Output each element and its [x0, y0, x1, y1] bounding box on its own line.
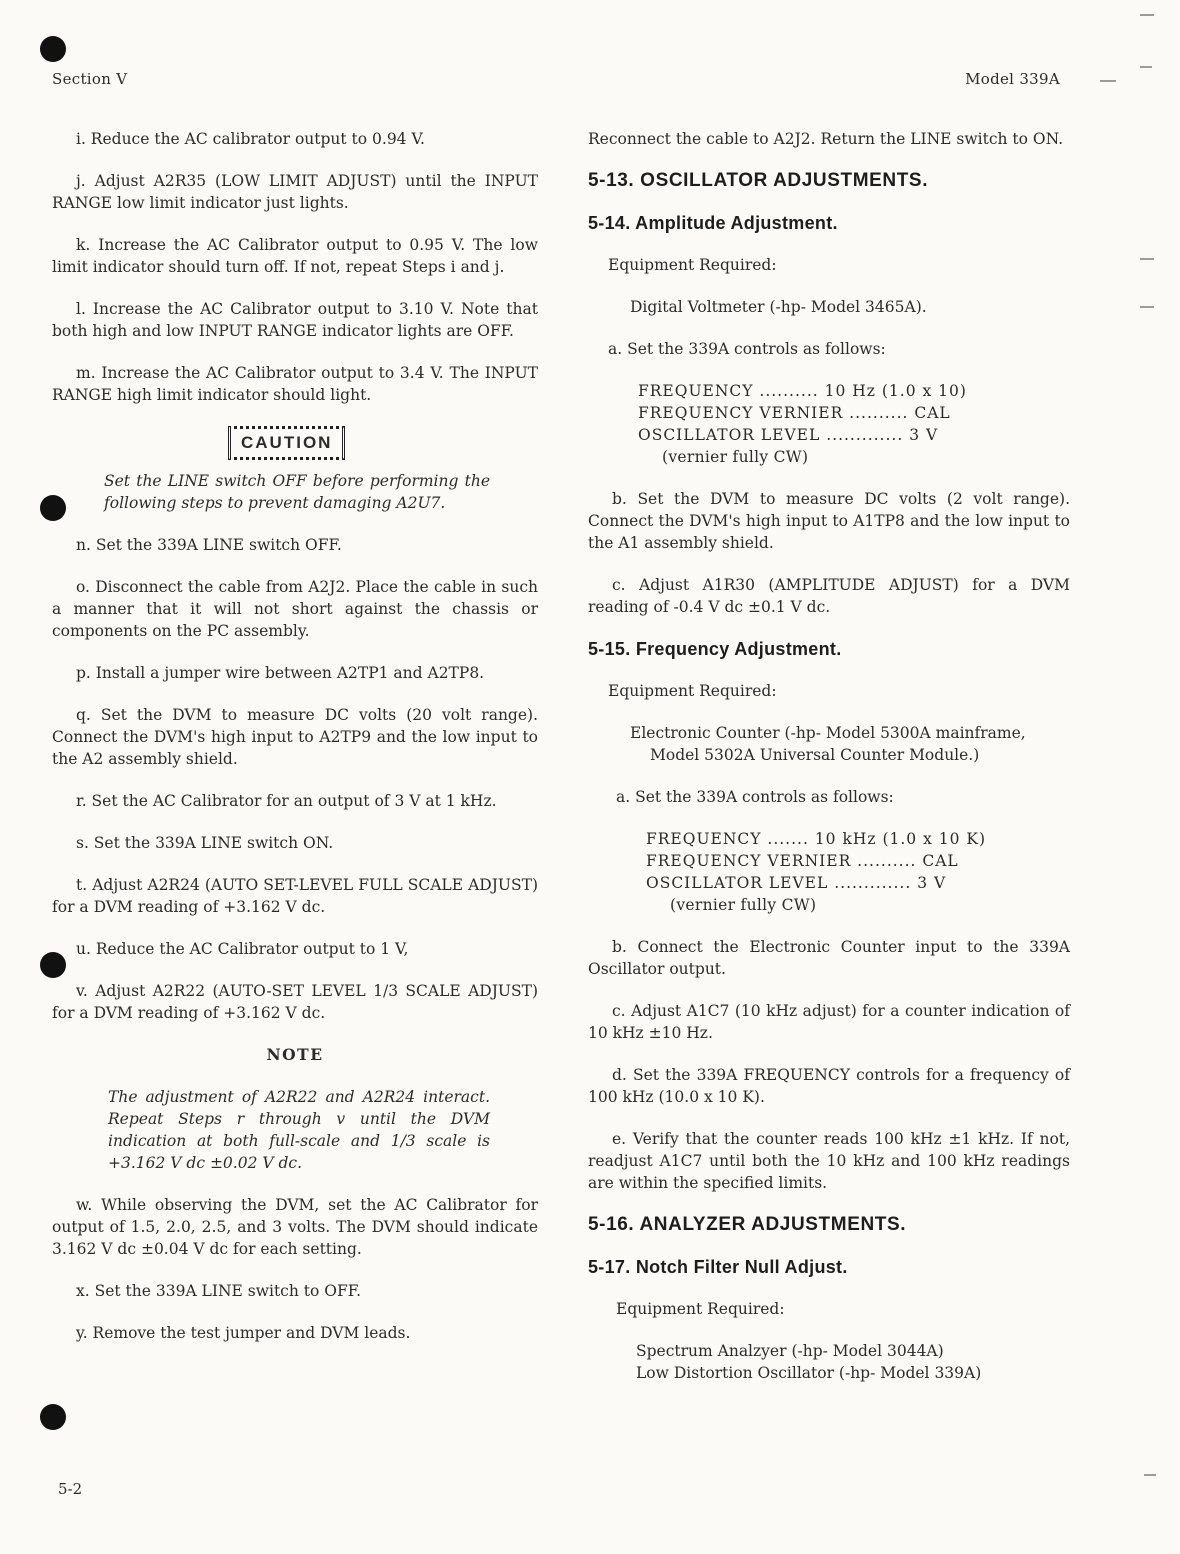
- scan-mark: [1140, 306, 1154, 308]
- punch-hole-top: [40, 36, 66, 62]
- step-a: a. Set the 339A controls as follows:: [608, 340, 886, 358]
- right-column: [588, 128, 1070, 1384]
- equipment-required-label: Equipment Required:: [608, 682, 777, 700]
- step-e: e. Verify that the counter reads 100 kHz ±1 kHz. If not, readjust A1C7 until both the 10 kHz and 100 kHz readings are within the specified limits.: [588, 1130, 1070, 1192]
- scan-mark: [1144, 1474, 1156, 1476]
- setting-line: OSCILLATOR LEVEL ............. 3 V: [646, 874, 947, 892]
- note-title: NOTE: [266, 1045, 324, 1064]
- heading-5-14: 5-14. Amplitude Adjustment.: [588, 213, 838, 233]
- caution-label: CAUTION: [228, 426, 345, 460]
- step-w: w. While observing the DVM, set the AC Calibrator for output of 1.5, 2.0, 2.5, and 3 volts. The DVM should indicate 3.162 V dc ±0.04 V dc for each setting.: [52, 1196, 538, 1258]
- setting-line: FREQUENCY VERNIER .......... CAL: [646, 852, 959, 870]
- step-m: m. Increase the AC Calibrator output to 3.4 V. The INPUT RANGE high limit indicator should light.: [52, 364, 538, 404]
- setting-line: OSCILLATOR LEVEL ............. 3 V: [638, 426, 939, 444]
- punch-hole-bottom: [40, 1404, 66, 1430]
- step-i: i. Reduce the AC calibrator output to 0.94 V.: [76, 130, 425, 148]
- step-p: p. Install a jumper wire between A2TP1 and A2TP8.: [76, 664, 485, 682]
- equipment-item: Digital Voltmeter (-hp- Model 3465A).: [630, 298, 927, 316]
- step-a: a. Set the 339A controls as follows:: [616, 788, 894, 806]
- reconnect-text: Reconnect the cable to A2J2. Return the LINE switch to ON.: [588, 130, 1064, 148]
- equipment-item: Spectrum Analzyer (-hp- Model 3044A): [636, 1342, 944, 1360]
- equipment-item: Low Distortion Oscillator (-hp- Model 339A): [636, 1364, 982, 1382]
- model-label: Model 339A: [965, 70, 1060, 88]
- setting-note: (vernier fully CW): [662, 448, 809, 466]
- step-j: j. Adjust A2R35 (LOW LIMIT ADJUST) until the INPUT RANGE low limit indicator just lights.: [52, 172, 538, 212]
- setting-note: (vernier fully CW): [670, 896, 817, 914]
- scan-mark: [1140, 258, 1154, 260]
- heading-5-17: 5-17. Notch Filter Null Adjust.: [588, 1257, 848, 1277]
- equipment-item: Electronic Counter (-hp- Model 5300A mainframe,: [630, 724, 1026, 742]
- step-v: v. Adjust A2R22 (AUTO-SET LEVEL 1/3 SCALE ADJUST) for a DVM reading of +3.162 V dc.: [52, 982, 538, 1022]
- step-x: x. Set the 339A LINE switch to OFF.: [76, 1282, 361, 1300]
- step-n: n. Set the 339A LINE switch OFF.: [76, 536, 342, 554]
- equipment-required-label: Equipment Required:: [616, 1300, 785, 1318]
- setting-line: FREQUENCY .......... 10 Hz (1.0 x 10): [638, 382, 967, 400]
- step-y: y. Remove the test jumper and DVM leads.: [76, 1324, 411, 1342]
- scan-mark: [1140, 14, 1154, 16]
- step-t: t. Adjust A2R24 (AUTO SET-LEVEL FULL SCALE ADJUST) for a DVM reading of +3.162 V dc.: [52, 876, 538, 916]
- heading-5-16: 5-16. ANALYZER ADJUSTMENTS.: [588, 1214, 907, 1235]
- step-c: c. Adjust A1C7 (10 kHz adjust) for a counter indication of 10 kHz ±10 Hz.: [588, 1002, 1070, 1042]
- step-c: c. Adjust A1R30 (AMPLITUDE ADJUST) for a DVM reading of -0.4 V dc ±0.1 V dc.: [588, 576, 1070, 616]
- step-s: s. Set the 339A LINE switch ON.: [76, 834, 334, 852]
- step-k: k. Increase the AC Calibrator output to 0.95 V. The low limit indicator should turn off. If not, repeat Steps i and j.: [52, 236, 538, 276]
- step-l: l. Increase the AC Calibrator output to 3.10 V. Note that both high and low INPUT RANGE indicator lights are OFF.: [52, 300, 538, 340]
- scan-mark: [1100, 80, 1116, 82]
- step-r: r. Set the AC Calibrator for an output of 3 V at 1 kHz.: [76, 792, 497, 810]
- caution-text: Set the LINE switch OFF before performing the following steps to prevent damaging A2U7.: [104, 472, 490, 512]
- step-o: o. Disconnect the cable from A2J2. Place the cable in such a manner that it will not short against the chassis or components on the PC assembly.: [52, 578, 538, 640]
- setting-line: FREQUENCY VERNIER .......... CAL: [638, 404, 951, 422]
- step-b: b. Connect the Electronic Counter input to the 339A Oscillator output.: [588, 938, 1070, 978]
- control-settings: [588, 380, 1070, 468]
- setting-line: FREQUENCY ....... 10 kHz (1.0 x 10 K): [646, 830, 987, 848]
- heading-5-15: 5-15. Frequency Adjustment.: [588, 639, 842, 659]
- step-u: u. Reduce the AC Calibrator output to 1 V,: [76, 940, 409, 958]
- scan-mark: [1140, 66, 1152, 68]
- control-settings: [588, 828, 1070, 916]
- step-d: d. Set the 339A FREQUENCY controls for a frequency of 100 kHz (10.0 x 10 K).: [588, 1066, 1070, 1106]
- step-q: q. Set the DVM to measure DC volts (20 volt range). Connect the DVM's high input to A2TP9 and the low input to the A2 assembly shield.: [52, 706, 538, 768]
- step-b: b. Set the DVM to measure DC volts (2 volt range). Connect the DVM's high input to A1TP8 and the low input to the A1 assembly shield.: [588, 490, 1070, 552]
- equipment-required-label: Equipment Required:: [608, 256, 777, 274]
- note-text: The adjustment of A2R22 and A2R24 interact. Repeat Steps r through v until the DVM indication at both full-scale and 1/3 scale is +3.162 V dc ±0.02 V dc.: [108, 1088, 490, 1172]
- left-column: [52, 128, 538, 1364]
- equipment-item-continued: Model 5302A Universal Counter Module.): [650, 746, 980, 764]
- page-number: 5-2: [58, 1480, 83, 1498]
- section-label: Section V: [52, 70, 128, 88]
- heading-5-13: 5-13. OSCILLATOR ADJUSTMENTS.: [588, 170, 929, 191]
